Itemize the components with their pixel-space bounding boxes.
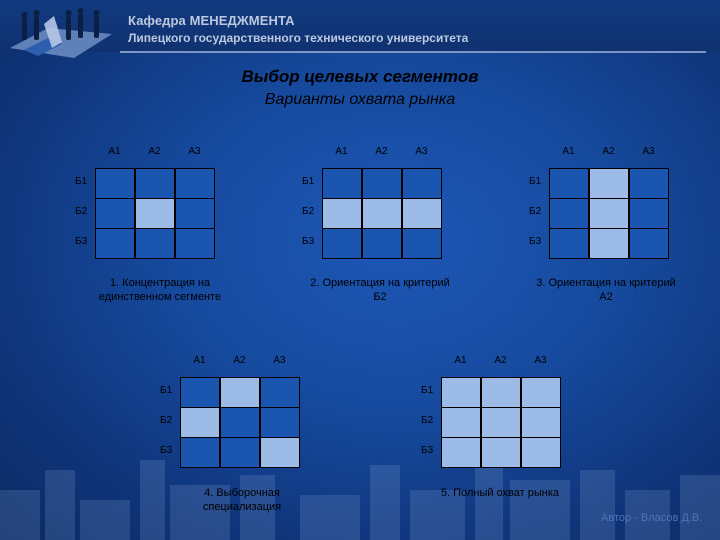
matrix-caption: [506, 276, 706, 304]
segment-cell: [402, 168, 442, 199]
segment-cell: [135, 168, 175, 199]
segment-cell-selected: [481, 437, 521, 468]
slide-title: Выбор целевых сегментов: [241, 67, 479, 86]
column-label: А1: [108, 146, 121, 157]
matrix-caption-line: 4. Выборочная: [204, 487, 280, 499]
segment-cell: [549, 198, 589, 229]
column-label: А1: [335, 146, 348, 157]
segment-cell: [322, 168, 362, 199]
segment-cell: [175, 168, 215, 199]
row-label: Б1: [75, 176, 88, 187]
row-label: Б2: [75, 206, 88, 217]
segment-cell-selected: [135, 198, 175, 229]
column-label: А2: [148, 146, 161, 157]
segment-cell-selected: [441, 377, 481, 408]
segment-cell: [180, 437, 220, 468]
matrix-caption-line: А2: [599, 291, 613, 303]
segment-cell-selected: [260, 437, 300, 468]
segment-cell: [220, 437, 260, 468]
segment-cell: [95, 228, 135, 259]
column-label: А3: [415, 146, 428, 157]
segment-cell: [135, 228, 175, 259]
segment-cell-selected: [220, 377, 260, 408]
column-label: А1: [193, 355, 206, 366]
column-label: А3: [534, 355, 547, 366]
matrix-caption-line: специализация: [202, 501, 282, 513]
university-title: Липецкого государственного технического университета: [128, 31, 469, 45]
segment-cell: [629, 198, 669, 229]
row-label: Б2: [302, 206, 315, 217]
segment-cell: [549, 168, 589, 199]
row-label: Б2: [529, 206, 542, 217]
segment-cell: [322, 228, 362, 259]
column-label: А2: [494, 355, 507, 366]
column-label: А3: [188, 146, 201, 157]
row-label: Б1: [160, 385, 173, 396]
row-label: Б3: [421, 445, 434, 456]
column-label: А2: [233, 355, 246, 366]
segment-cell-selected: [521, 407, 561, 438]
segment-cell: [362, 228, 402, 259]
segment-cell: [549, 228, 589, 259]
slide-subtitle: Варианты охвата рынка: [264, 91, 456, 108]
header-divider: [120, 51, 706, 53]
segment-cell-selected: [481, 407, 521, 438]
matrix-caption: [400, 486, 600, 500]
segment-cell-selected: [481, 377, 521, 408]
matrix-caption-line: 3. Ориентация на критерий: [536, 277, 676, 289]
segment-cell-selected: [322, 198, 362, 229]
segment-cell: [175, 198, 215, 229]
segment-cell: [629, 168, 669, 199]
author-credit: Автор - Власов Д.В.: [601, 512, 703, 524]
matrix-caption: [60, 276, 260, 304]
segment-cell-selected: [589, 198, 629, 229]
segment-cell-selected: [441, 407, 481, 438]
matrix-caption-line: 1. Концентрация на: [109, 277, 211, 289]
matrix-caption: [280, 276, 480, 304]
segment-cell-selected: [402, 198, 442, 229]
row-label: Б3: [75, 236, 88, 247]
segment-cell-selected: [521, 437, 561, 468]
row-label: Б3: [302, 236, 315, 247]
segment-cell-selected: [521, 377, 561, 408]
matrix-caption-line: 5. Полный охват рынка: [440, 487, 560, 499]
segment-cell-selected: [441, 437, 481, 468]
segment-cell-selected: [180, 407, 220, 438]
segment-cell: [95, 198, 135, 229]
row-label: Б3: [160, 445, 173, 456]
matrix-caption: [142, 486, 342, 514]
row-label: Б1: [302, 176, 315, 187]
segment-cell-selected: [589, 228, 629, 259]
segment-cell: [95, 168, 135, 199]
column-label: А1: [562, 146, 575, 157]
column-label: А1: [454, 355, 467, 366]
segment-cell: [402, 228, 442, 259]
segment-cell: [220, 407, 260, 438]
column-label: А2: [602, 146, 615, 157]
segment-cell: [629, 228, 669, 259]
column-label: А3: [642, 146, 655, 157]
segment-cell: [175, 228, 215, 259]
segment-cell: [362, 168, 402, 199]
row-label: Б1: [421, 385, 434, 396]
column-label: А3: [273, 355, 286, 366]
segment-cell-selected: [362, 198, 402, 229]
matrix-caption-line: 2. Ориентация на критерий: [310, 277, 450, 289]
segment-cell: [180, 377, 220, 408]
row-label: Б3: [529, 236, 542, 247]
matrix-caption-line: единственном сегменте: [98, 291, 222, 303]
logo-image: [4, 4, 116, 66]
row-label: Б2: [421, 415, 434, 426]
matrix-caption-line: Б2: [373, 291, 387, 303]
segment-cell: [260, 377, 300, 408]
department-title: Кафедра МЕНЕДЖМЕНТА: [128, 13, 295, 28]
row-label: Б1: [529, 176, 542, 187]
row-label: Б2: [160, 415, 173, 426]
segment-cell: [260, 407, 300, 438]
segment-cell-selected: [589, 168, 629, 199]
column-label: А2: [375, 146, 388, 157]
